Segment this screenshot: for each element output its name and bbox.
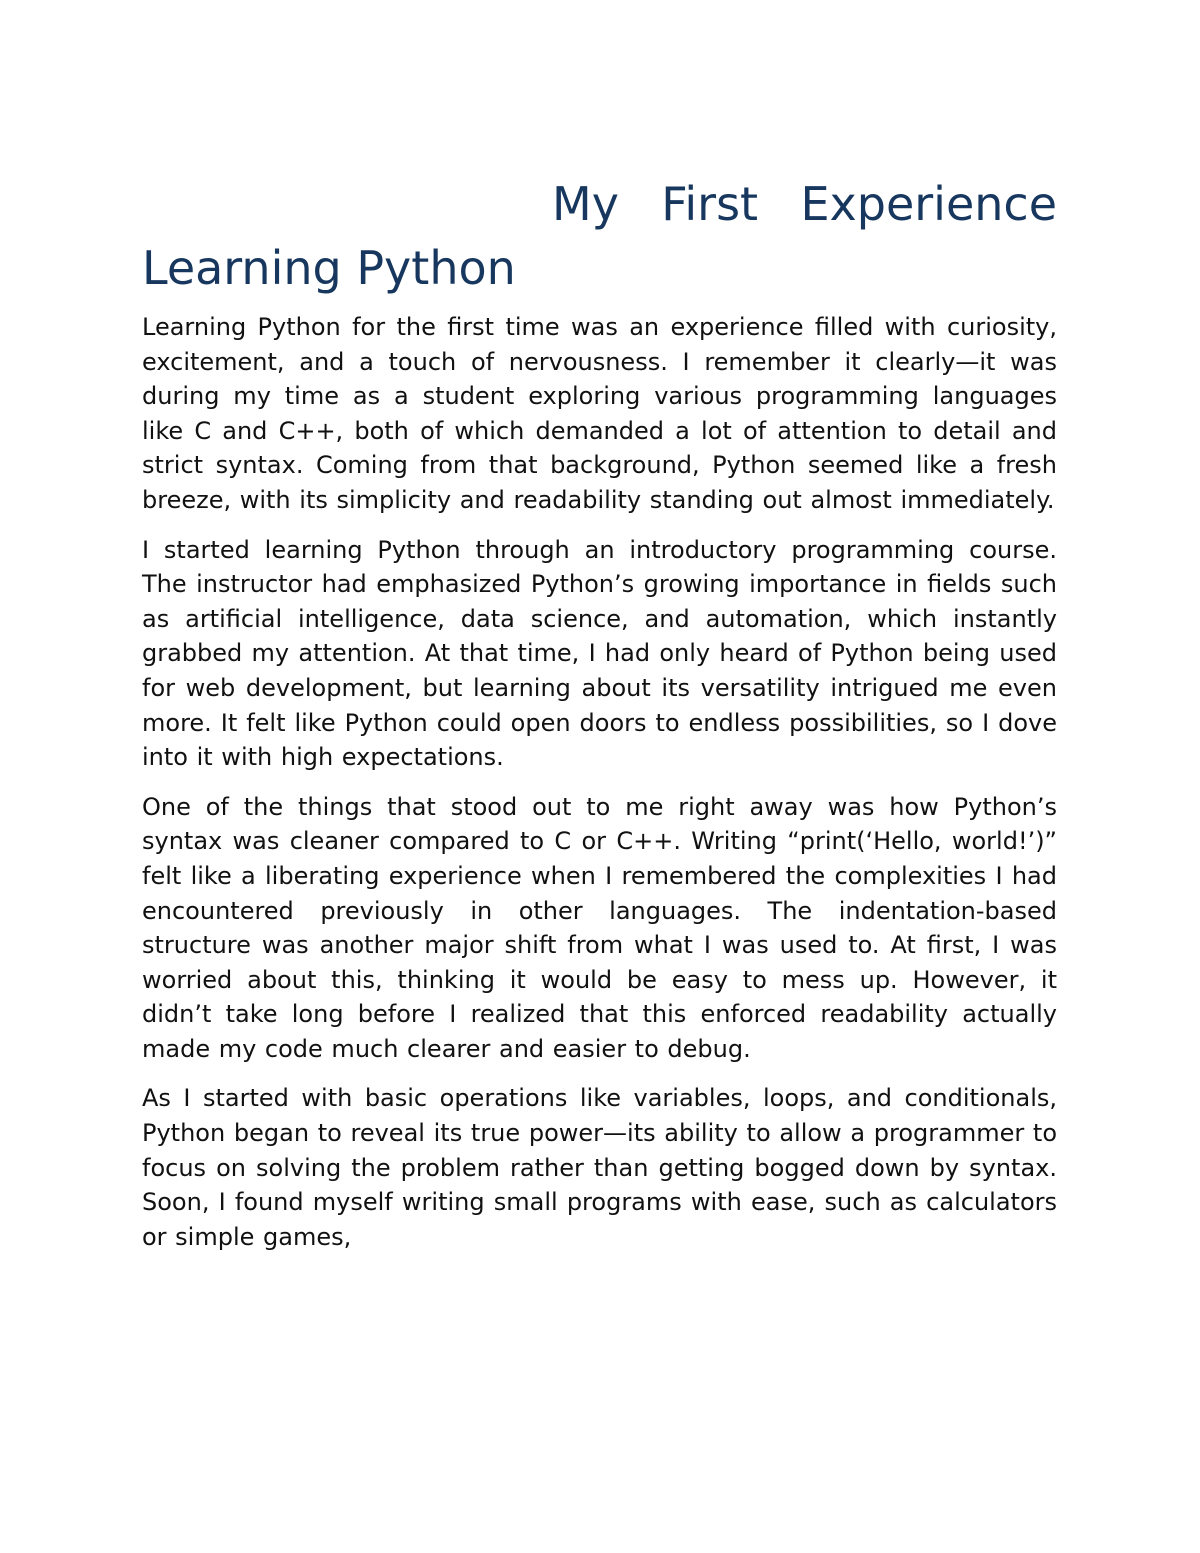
paragraph-4: As I started with basic operations like variables, loops, and conditionals, Python began to reveal its true power—its ability to allow a programmer to focus on solving the problem rather than getting bogged down by syntax. Soon, I found myself writing small programs with ease, such as calculators or simple games,: [142, 1084, 1057, 1251]
paragraph-2: I started learning Python through an introductory programming course. The instructor had emphasized Python’s growing importance in fields such as artificial intelligence, data science, and automation, which instantly grabbed my attention. At that time, I had only heard of Python being used for web development, but learning about its versatility intrigued me even more. It felt like Python could open doors to endless possibilities, so I dove into it with high expectations.: [142, 535, 1057, 772]
title-text: My First Experience Learning Python: [142, 177, 1057, 295]
paragraph-3: One of the things that stood out to me right away was how Python’s syntax was cleaner compared to C or C++. Writing “print(‘Hello, world!’)” felt like a liberating experience when I remembered the complexities I had encountered previously in other languages. The indentation-based structure was another major shift from what I was used to. At first, I was worried about this, thinking it would be easy to mess up. However, it didn’t take long before I realized that this enforced readability actually made my code much clearer and easier to debug.: [142, 792, 1057, 1063]
paragraph-1: Learning Python for the first time was an experience filled with curiosity, excitement, and a touch of nervousness. I remember it clearly—it was during my time as a student exploring various programming languages like C and C++, both of which demanded a lot of attention to detail and strict syntax. Coming from that background, Python seemed like a fresh breeze, with its simplicity and readability standing out almost immediately.: [142, 313, 1057, 514]
document-title: [142, 172, 1057, 300]
document-body: [142, 172, 1057, 1269]
